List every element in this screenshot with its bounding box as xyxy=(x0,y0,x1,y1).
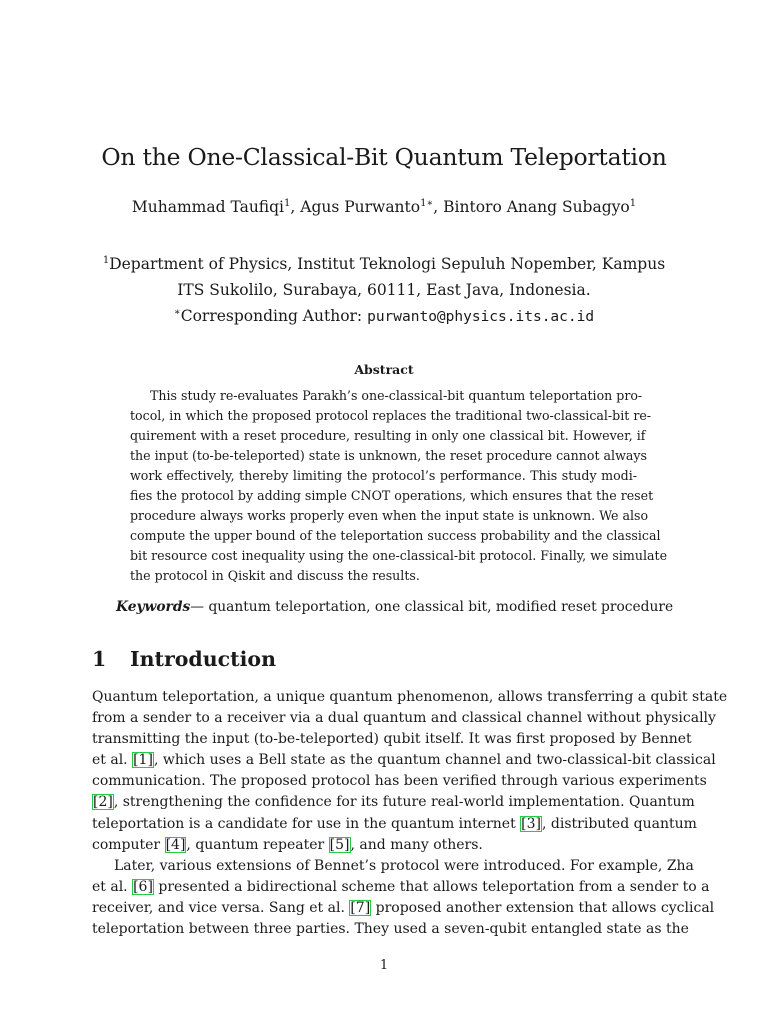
section-heading xyxy=(92,647,276,671)
citation-link[interactable]: [1] xyxy=(133,752,153,769)
abstract-line: work effectively, thereby limiting the protocol’s performance. This study modi- xyxy=(130,468,637,483)
corresponding-label: Corresponding Author: xyxy=(180,307,368,325)
text-line xyxy=(92,750,716,771)
abstract-line: fies the protocol by adding simple CNOT operations, which ensures that the reset xyxy=(130,488,654,503)
author-name: Bintoro Anang Subagyo xyxy=(443,198,630,216)
abstract-body xyxy=(130,386,668,586)
citation-link[interactable]: [6] xyxy=(133,878,153,895)
abstract-line: the input (to-be-teleported) state is unknown, the reset procedure cannot always xyxy=(130,448,647,463)
abstract-line: the protocol in Qiskit and discuss the results. xyxy=(130,568,420,583)
author-separator: , xyxy=(290,198,301,216)
text-fragment: , which uses a Bell state as the quantum channel and two-classical-bit classical xyxy=(153,752,716,769)
affiliation-line: ITS Sukolilo, Surabaya, 60111, East Java, Indonesia. xyxy=(177,281,591,299)
affiliation-marker: 1 xyxy=(102,254,110,266)
keywords-text: quantum teleportation, one classical bit, modified reset procedure xyxy=(208,599,674,615)
text-line xyxy=(92,814,697,835)
keywords xyxy=(116,599,673,615)
text-fragment: , strengthening the confidence for its future real-world implementation. Quantum xyxy=(113,794,695,811)
affiliation-marker: 1 xyxy=(284,197,291,209)
text-fragment: , quantum repeater xyxy=(186,836,329,853)
corresponding-author xyxy=(0,303,768,330)
citation-link[interactable]: [7] xyxy=(350,899,371,916)
text-fragment: proposed another extension that allows cyclical xyxy=(371,899,715,916)
affiliation-text: Department of Physics, Institut Teknologi Sepuluh Nopember, Kampus xyxy=(109,255,666,273)
citation-link[interactable]: [4] xyxy=(165,836,186,853)
text-fragment: computer xyxy=(92,836,165,853)
text-fragment: , and many others. xyxy=(350,836,483,853)
text-line xyxy=(92,898,715,919)
author-name: Agus Purwanto xyxy=(300,198,421,216)
text-line: teleportation between three parties. They used a seven-qubit entangled state as the xyxy=(92,921,689,938)
text-line: transmitting the input (to-be-teleported) qubit itself. It was first proposed by Bennet xyxy=(92,731,692,748)
text-line: Quantum teleportation, a unique quantum phenomenon, allows transferring a qubit state xyxy=(92,689,728,705)
abstract-line: compute the upper bound of the teleportation success probability and the classical xyxy=(130,528,661,543)
text-line: from a sender to a receiver via a dual quantum and classical channel without physically xyxy=(92,710,716,727)
body-text xyxy=(92,687,728,940)
text-line xyxy=(92,835,676,856)
author-separator: , xyxy=(433,198,444,216)
page-number: 1 xyxy=(379,958,389,973)
paper-title: On the One-Classical-Bit Quantum Teleportation xyxy=(101,143,667,171)
abstract-line: quirement with a reset procedure, resulting in only one classical bit. However, if xyxy=(130,428,646,443)
keywords-label: Keywords xyxy=(116,599,191,615)
text-fragment: presented a bidirectional scheme that allows teleportation from a sender to a xyxy=(153,878,710,895)
author-name: Muhammad Taufiqi xyxy=(131,198,285,216)
text-fragment: teleportation is a candidate for use in the quantum internet xyxy=(92,815,521,832)
author-list xyxy=(0,198,768,216)
text-line xyxy=(92,792,695,813)
text-fragment: receiver, and vice versa. Sang et al. xyxy=(92,899,350,916)
text-line xyxy=(92,877,710,898)
text-fragment: , distributed quantum xyxy=(542,815,697,832)
affiliation-marker: 1 xyxy=(629,197,637,209)
keywords-dash: — xyxy=(190,599,209,615)
abstract-heading: Abstract xyxy=(354,362,414,377)
abstract-line: procedure always works properly even when the input state is unknown. We also xyxy=(130,508,649,523)
affiliation-marker: 1∗ xyxy=(420,197,434,209)
text-fragment: et al. xyxy=(92,878,133,895)
abstract-line: bit resource cost inequality using the one-classical-bit protocol. Finally, we simulate xyxy=(130,548,668,563)
abstract-line: This study re-evaluates Parakh’s one-classical-bit quantum teleportation pro- xyxy=(150,388,643,403)
section-title: Introduction xyxy=(130,647,276,671)
citation-link[interactable]: [3] xyxy=(521,815,541,832)
text-line: communication. The proposed protocol has been verified through various experiments xyxy=(92,773,707,790)
text-fragment: et al. xyxy=(92,752,133,769)
citation-link[interactable]: [2] xyxy=(93,794,113,811)
affiliation-line xyxy=(0,251,768,277)
section-number: 1 xyxy=(92,647,107,671)
text-line: Later, various extensions of Bennet’s protocol were introduced. For example, Zha xyxy=(114,857,694,874)
citation-link[interactable]: [5] xyxy=(329,836,350,853)
corresponding-email[interactable]: purwanto@physics.its.ac.id xyxy=(367,309,595,325)
corresponding-marker: ∗ xyxy=(173,306,181,318)
abstract-line: tocol, in which the proposed protocol replaces the traditional two-classical-bit re- xyxy=(130,408,652,423)
